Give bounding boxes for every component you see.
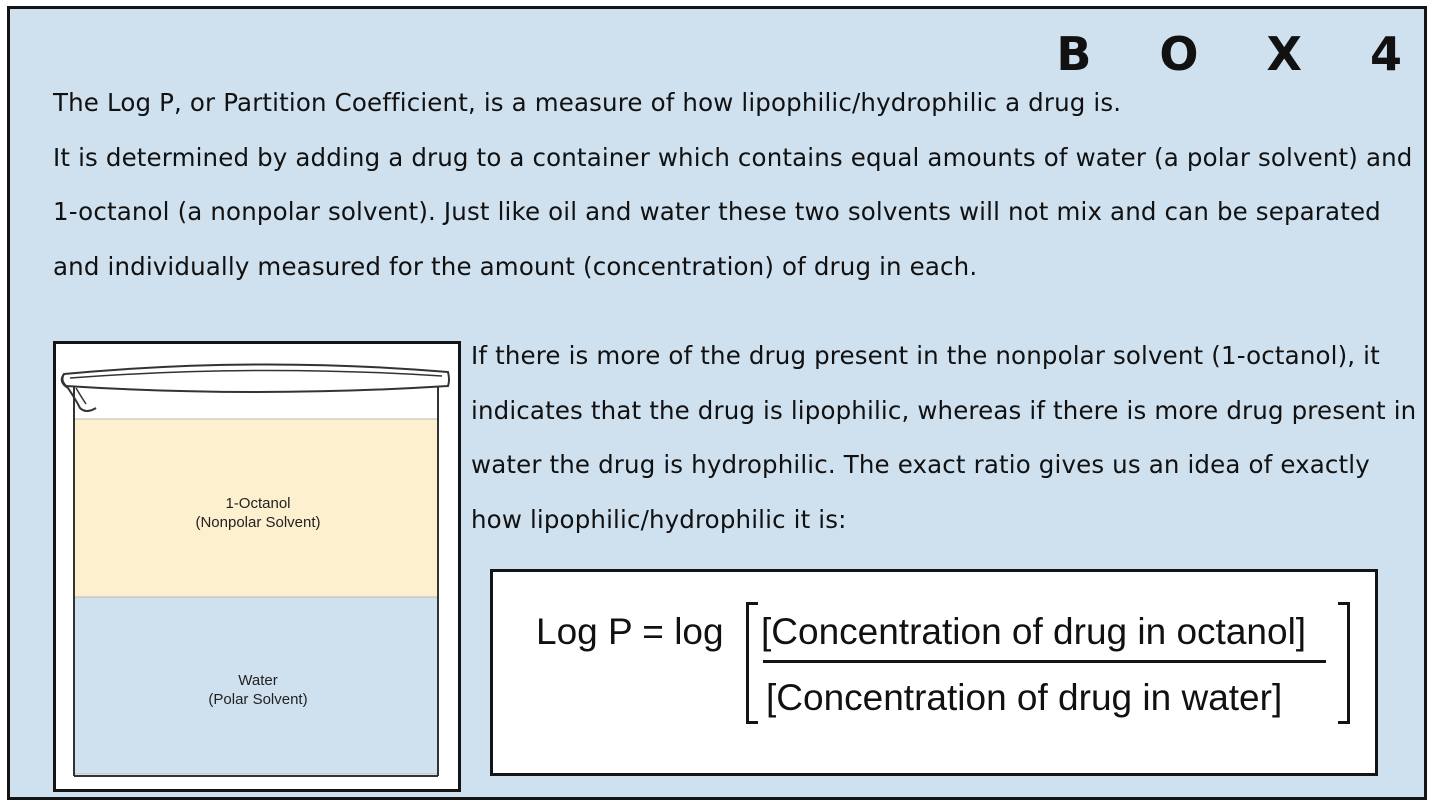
right-bracket [1338, 602, 1350, 724]
intro-text [53, 76, 1423, 294]
explanation-text: If there is more of the drug present in the nonpolar solvent (1-octanol), it indicates that the drug is lipophilic, whereas if there is more drug present in water the drug is hydrophilic. The exact ratio gives us an idea of exactly how lipophilic/hydrophilic it is: [471, 341, 1417, 534]
intro-line-1: The Log P, or Partition Coefficient, is a measure of how lipophilic/hydrophilic a drug is. [53, 88, 1122, 117]
octanol-label [74, 494, 442, 532]
water-label-line-1: Water [238, 672, 278, 689]
water-label [74, 671, 442, 709]
octanol-label-line-1: 1-Octanol [225, 495, 291, 512]
intro-paragraph: It is determined by adding a drug to a container which contains equal amounts of water (a polar solvent) and 1-octanol (a nonpolar solvent). Just like oil and water these two solvents will not mix and can be separated and individually measured for the amount (concentration) of drug in each. [53, 142, 1413, 281]
box-title: B O X 4 [1056, 27, 1428, 81]
octanol-label-line-2: (Nonpolar Solvent) [195, 514, 321, 531]
formula-lhs: Log P = log [536, 611, 724, 652]
formula-numerator: [Concentration of drug in octanol] [761, 611, 1307, 652]
left-bracket [746, 602, 758, 724]
fraction-bar [763, 660, 1326, 663]
box-panel [7, 6, 1427, 800]
beaker-figure [53, 341, 461, 792]
formula-box [490, 569, 1378, 776]
water-label-line-2: (Polar Solvent) [208, 691, 308, 708]
formula-denominator: [Concentration of drug in water] [766, 677, 1283, 718]
beaker-illustration [56, 344, 458, 789]
